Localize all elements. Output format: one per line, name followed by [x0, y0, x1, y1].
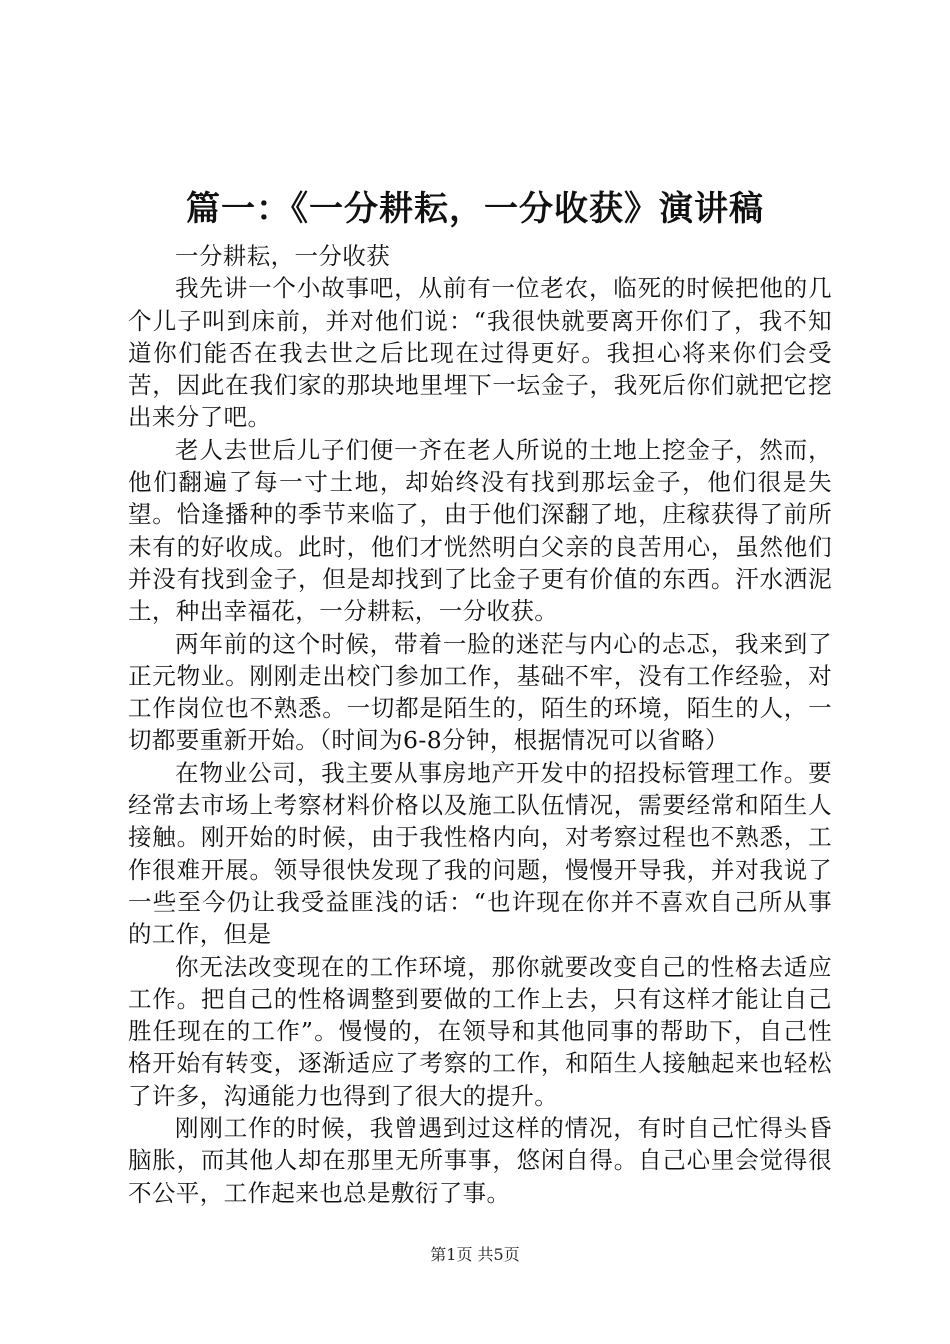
document-title: 篇一：《一分耕耘，一分收获》演讲稿: [186, 189, 764, 229]
paragraph: 两年前的这个时候，带着一脸的迷茫与内心的忐忑，我来到了正元物业。刚刚走出校门参加工作，基础不牢，没有工作经验，对工作岗位也不熟悉。一切都是陌生的，陌生的环境，陌生的人，一切都要重新开始。（时间为6-8分钟，根据情况可以省略）: [128, 629, 832, 755]
paragraph-subtitle: 一分耕耘，一分收获: [175, 242, 391, 270]
document-body: [128, 240, 832, 1209]
page-number-footer: 第1页 共5页: [430, 1245, 520, 1264]
paragraph: 刚刚工作的时候，我曾遇到过这样的情况，有时自己忙得头昏脑胀，而其他人却在那里无所事事，悠闲自得。自己心里会觉得很不公平，工作起来也总是敷衍了事。: [128, 1114, 832, 1207]
paragraph: 你无法改变现在的工作环境，那你就要改变自己的性格去适应工作。把自己的性格调整到要做的工作上去，只有这样才能让自己胜任现在的工作”。慢慢的，在领导和其他同事的帮助下，自己性格开始有转变，逐渐适应了考察的工作，和陌生人接触起来也轻松了许多，沟通能力也得到了很大的提升。: [128, 952, 832, 1110]
paragraph: 我先讲一个小故事吧，从前有一位老农，临死的时候把他的几个儿子叫到床前，并对他们说：“我很快就要离开你们了，我不知道你们能否在我去世之后比现在过得更好。我担心将来你们会受苦，因此在我们家的那块地里埋下一坛金子，我死后你们就把它挖出来分了吧。: [128, 274, 832, 432]
paragraph: 老人去世后儿子们便一齐在老人所说的土地上挖金子，然而，他们翻遍了每一寸土地，却始终没有找到那坛金子，他们很是失望。恰逢播种的季节来临了，由于他们深翻了地，庄稼获得了前所未有的好收成。此时，他们才恍然明白父亲的良苦用心，虽然他们并没有找到金子，但是却找到了比金子更有价值的东西。汗水洒泥土，种出幸福花，一分耕耘，一分收获。: [128, 435, 832, 626]
paragraph: 在物业公司，我主要从事房地产开发中的招投标管理工作。要经常去市场上考察材料价格以及施工队伍情况，需要经常和陌生人接触。刚开始的时候，由于我性格内向，对考察过程也不熟悉，工作很难开展。领导很快发现了我的问题，慢慢开导我，并对我说了一些至今仍让我受益匪浅的话：“也许现在你并不喜欢自己所从事的工作，但是: [128, 758, 832, 949]
